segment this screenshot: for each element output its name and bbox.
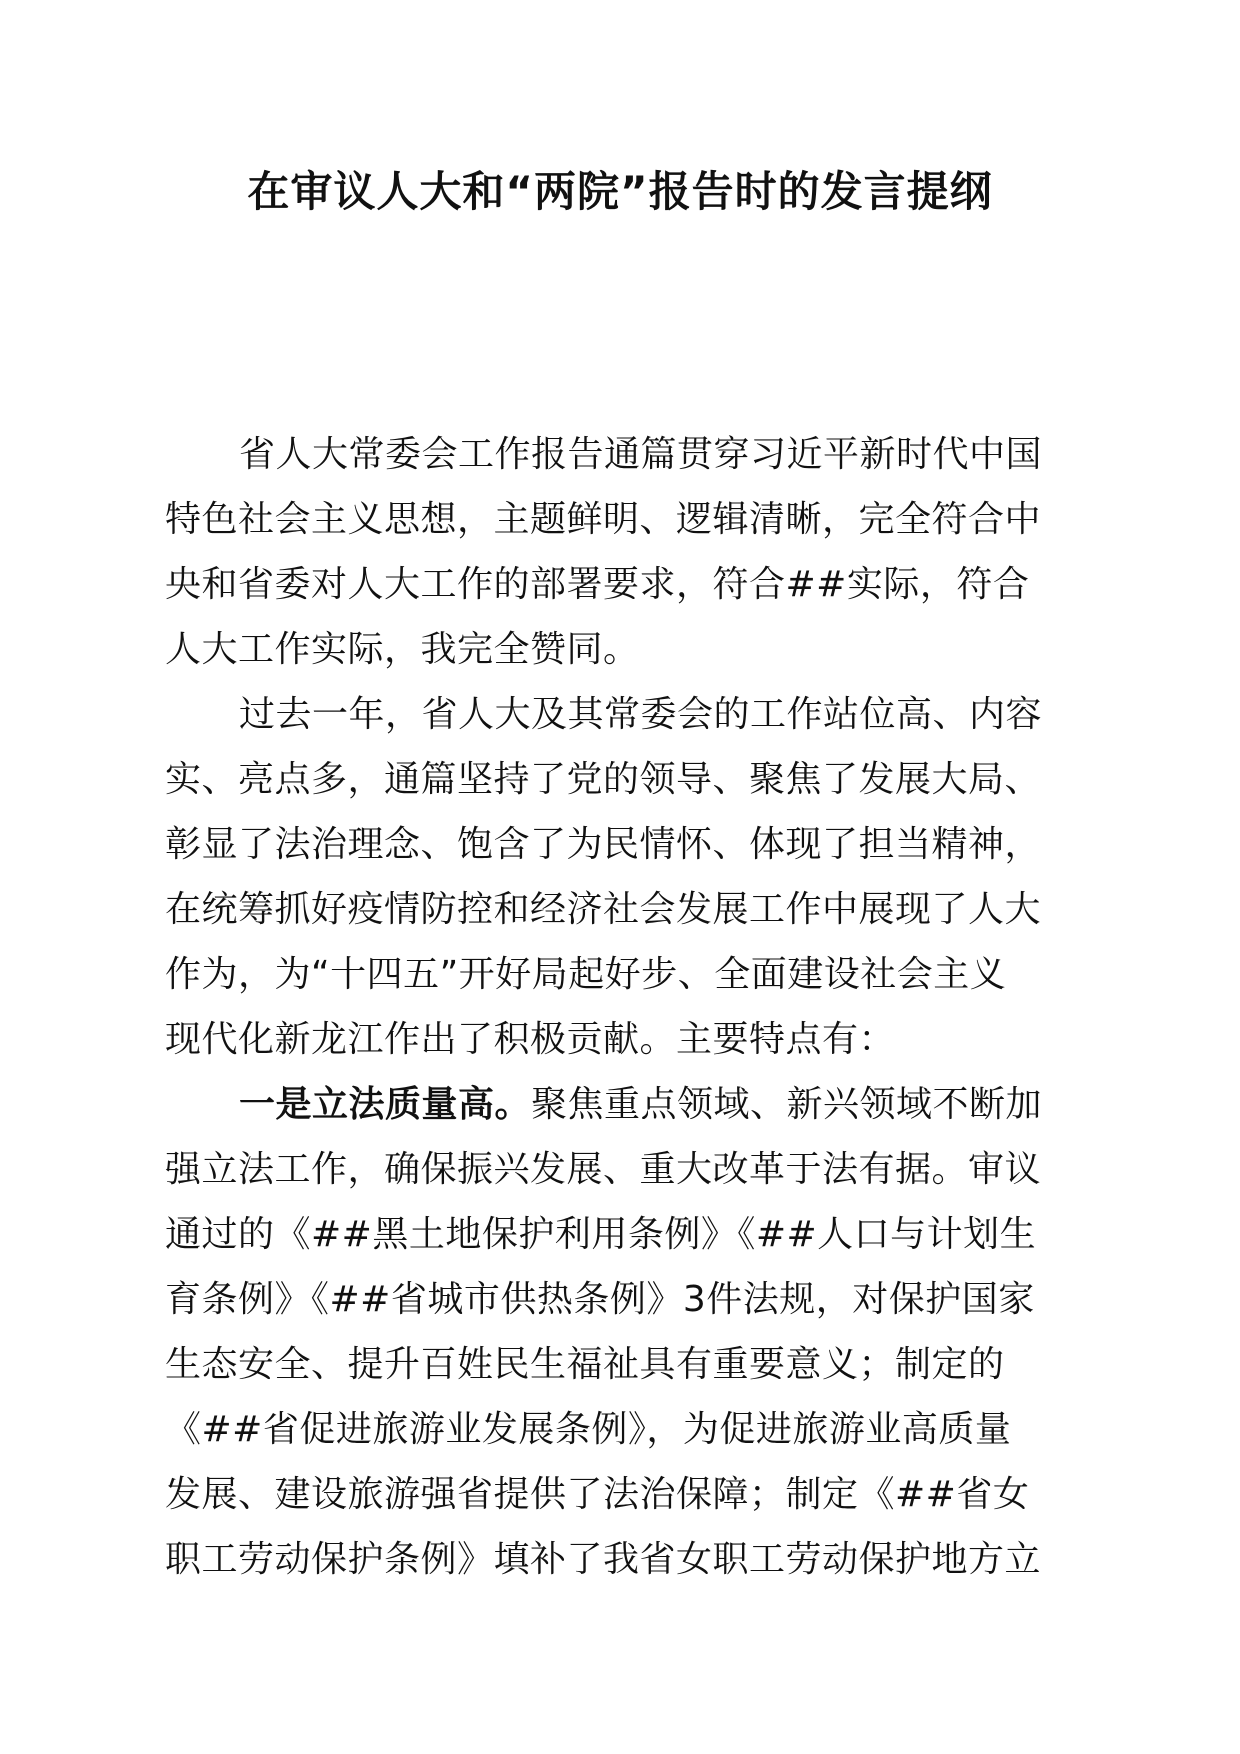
text-line: 实、亮点多，通篇坚持了党的领导、聚焦了发展大局、 (165, 759, 1042, 800)
text-line: 育条例》《##省城市供热条例》3件法规，对保护国家 (165, 1279, 1035, 1320)
text-line: 过去一年，省人大及其常委会的工作站位高、内容 (239, 694, 1043, 735)
text-line: 人大工作实际，我完全赞同。 (165, 629, 640, 670)
text-line: 职工劳动保护条例》填补了我省女职工劳动保护地方立 (165, 1539, 1042, 1580)
text-line: 现代化新龙江作出了积极贡献。主要特点有： (165, 1019, 896, 1060)
text-line: 强立法工作，确保振兴发展、重大改革于法有据。审议 (165, 1149, 1042, 1190)
text-line: 通过的《##黑土地保护利用条例》《##人口与计划生 (165, 1214, 1037, 1255)
text-line: 省人大常委会工作报告通篇贯穿习近平新时代中国 (239, 434, 1043, 475)
text-line: 作为，为“十四五”开好局起好步、全面建设社会主义 (165, 954, 1007, 995)
document-title: 在审议人大和“两院”报告时的发言提纲 (247, 167, 993, 216)
text-line: 央和省委对人大工作的部署要求，符合##实际，符合 (165, 564, 1030, 605)
document-body (165, 422, 1075, 1592)
text-line: 发展、建设旅游强省提供了法治保障；制定《##省女 (165, 1474, 1030, 1515)
paragraph-lead-text: 聚焦重点领域、新兴领域不断加 (531, 1084, 1043, 1125)
text-line: 彰显了法治理念、饱含了为民情怀、体现了担当精神， (165, 824, 1042, 865)
text-line: 《##省促进旅游业发展条例》，为促进旅游业高质量 (165, 1409, 1012, 1450)
paragraph-lead-heading: 一是立法质量高。 (239, 1084, 532, 1125)
text-line (165, 1072, 1075, 1137)
paragraph-1 (165, 422, 1075, 682)
text-line: 在统筹抓好疫情防控和经济社会发展工作中展现了人大 (165, 889, 1042, 930)
text-line: 生态安全、提升百姓民生福祉具有重要意义；制定的 (165, 1344, 1005, 1385)
paragraph-2 (165, 682, 1075, 1072)
text-line: 特色社会主义思想，主题鲜明、逻辑清晰，完全符合中 (165, 499, 1042, 540)
paragraph-3 (165, 1072, 1075, 1592)
